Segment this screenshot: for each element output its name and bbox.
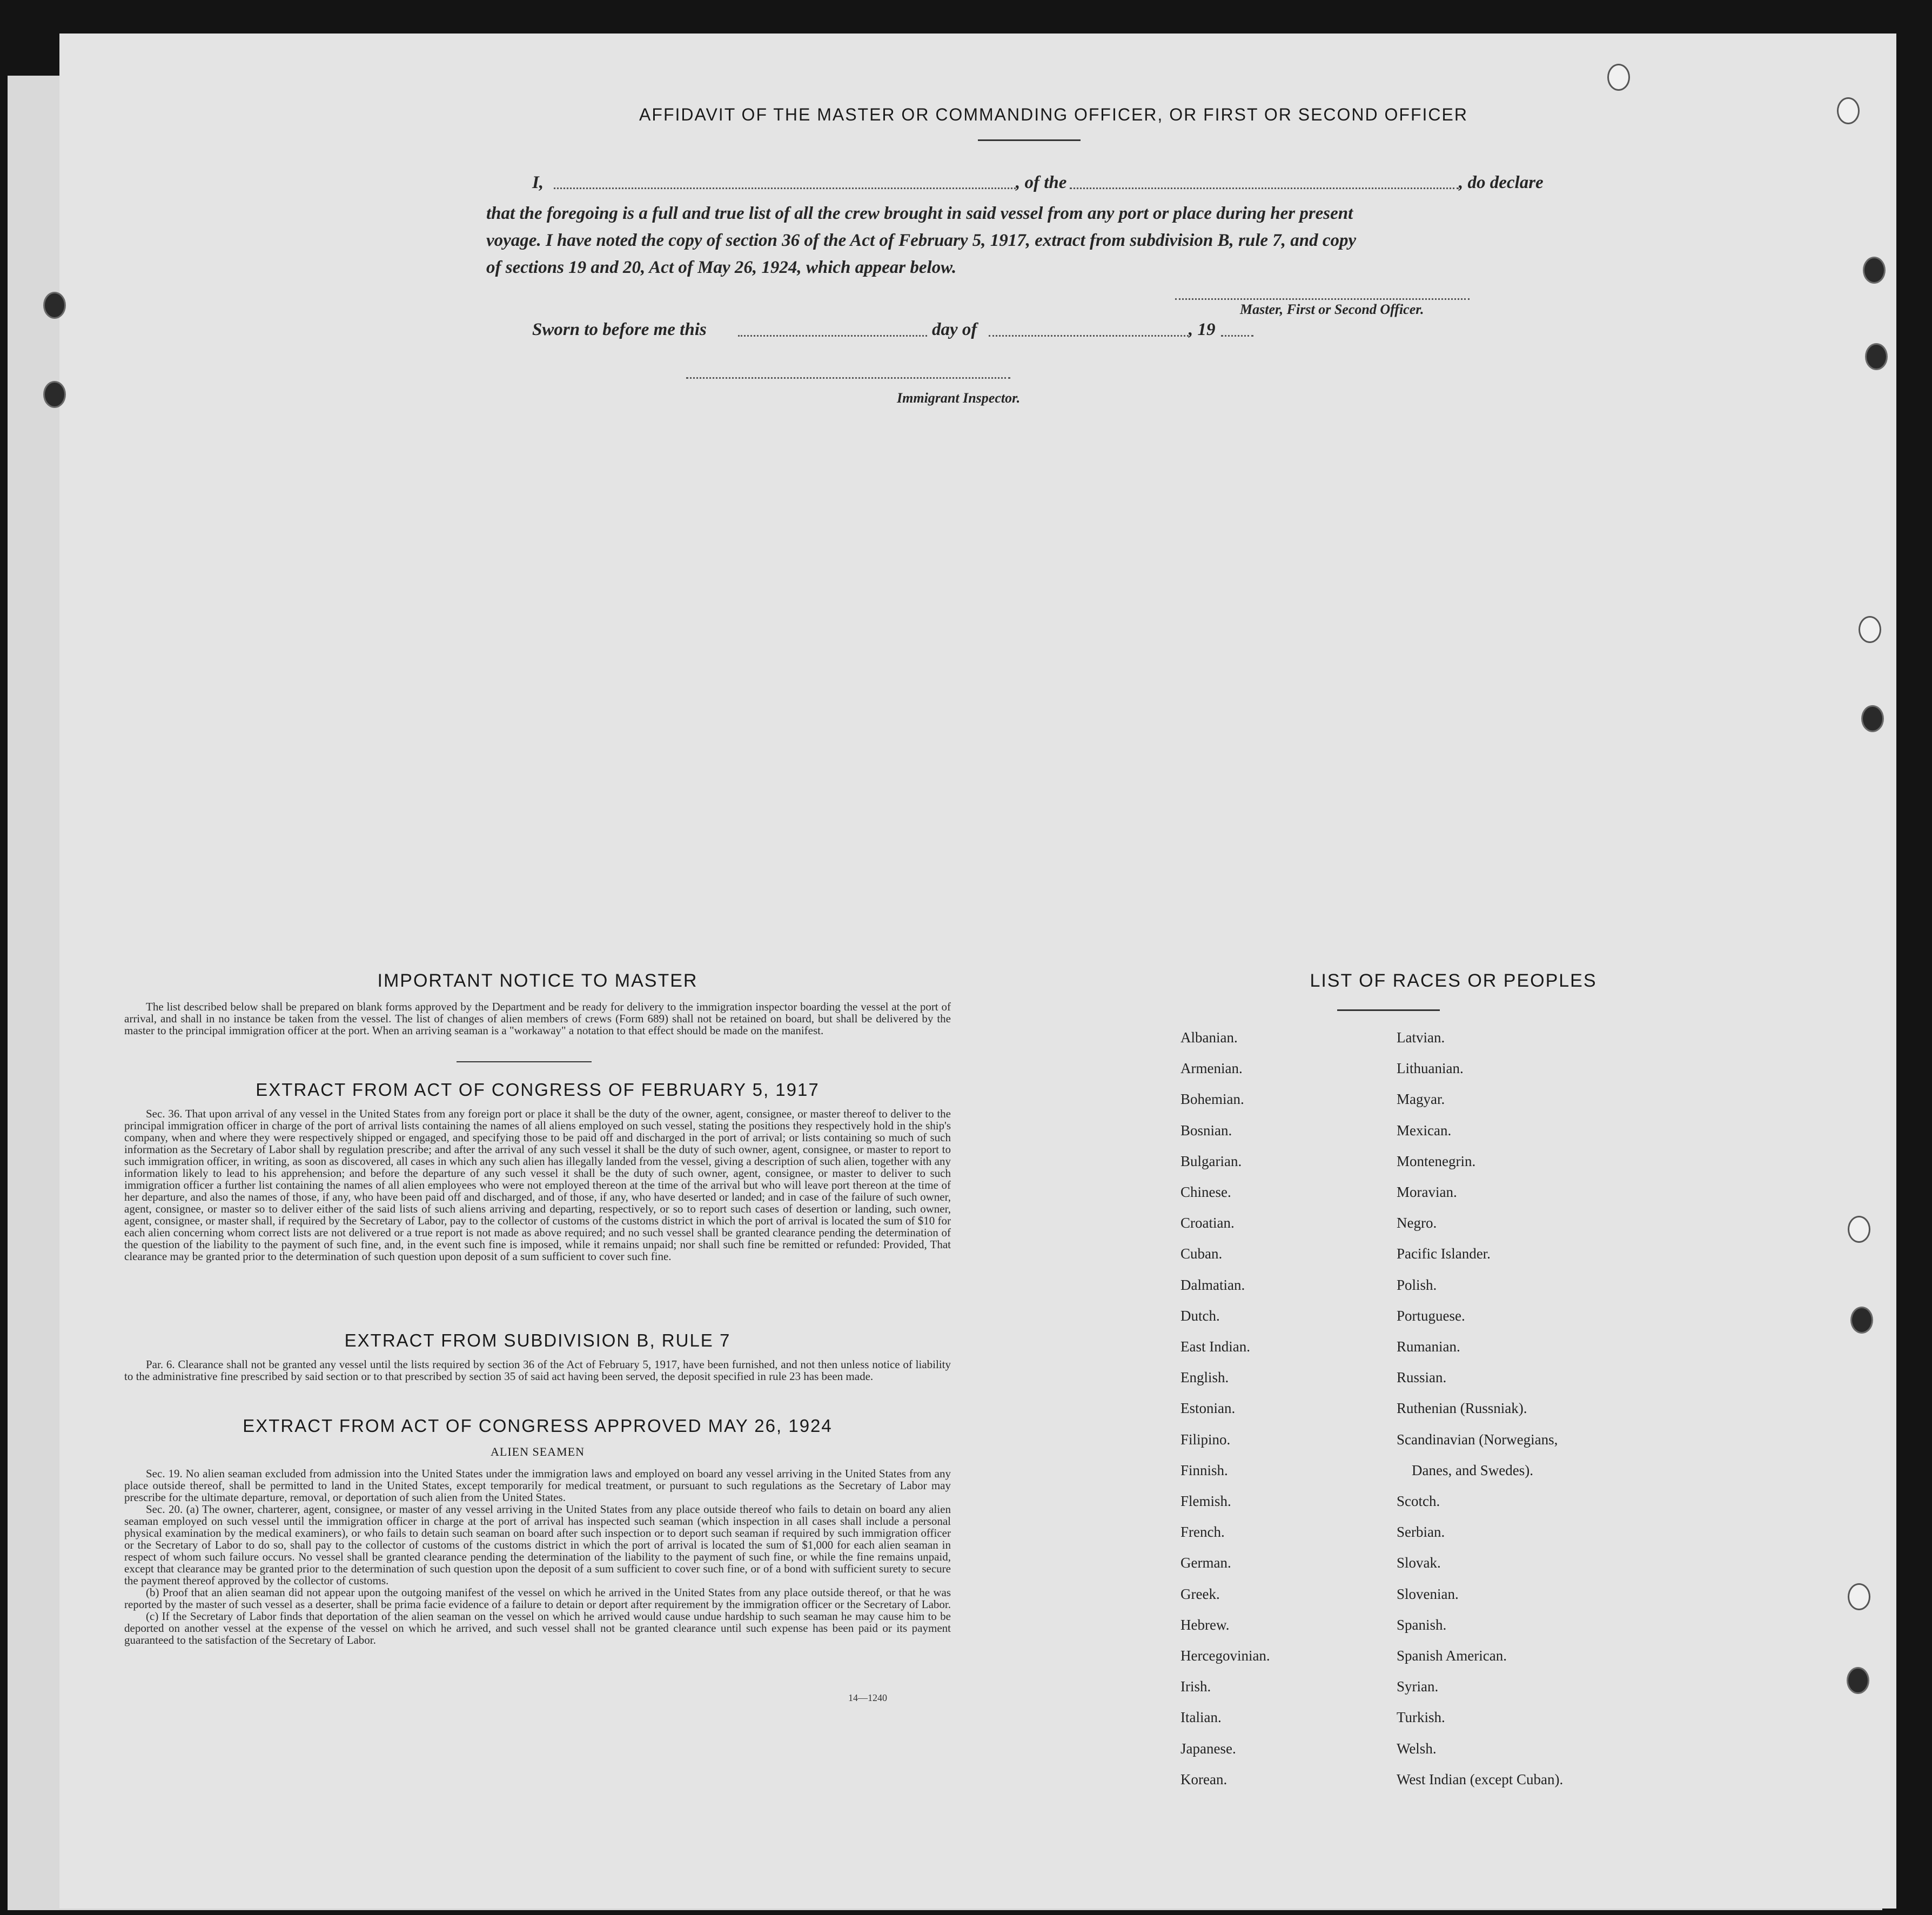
section-36-paragraph: Sec. 36. That upon arrival of any vessel in the United States from any foreign port or place it shall be the duty of the owner, agent, consignee, or master thereof to deliver to the principal immigration officer in charge of the port of arrival lists containing the names of all aliens employed on such vessel, stating the positions they respectively hold in the ship's company, when and where they were respectively shipped or engaged, and specifying those to be paid off and discharged in the port of arrival; or lists containing so much of such information as the Secretary of Labor shall by regulation prescribe; and after the arrival of any such vessel it shall be the duty of such owner, agent, consignee, or master to report to such immigration officer, in writing, as soon as discovered, all cases in which any such alien has illegally landed from the vessel, giving a description of such alien, together with any information likely to lead to his apprehension; and before the departure of any such vessel it shall be the duty of such owner, agent, consignee, or master to deliver to such immigration officer a further list containing the names of all alien employees who were not employed thereon at the time of the arrival but who will leave port thereon at the time of her departure, and also the names of those, if any, who have been paid off and discharged, and of those, if any, who have deserted or landed; and in case of the failure of such owner, agent, consignee, or master so to deliver either of the said lists of such aliens arriving and departing, respectively, or so to report such cases of desertion or landing, such owner, agent, consignee, or master shall, if required by the Secretary of Labor, pay to the collector of customs of the customs district in which the port of arrival is located the sum of $10 for each alien concerning whom correct lists are not delivered or a true report is not made as above required; and no such vessel shall be granted clearance pending the determination of the question of the liability to the payment of such fine, and, in the event such fine is imposed, while it remains unpaid; nor shall such fine be remitted or refunded: Provided, That clearance may be granted prior to the determination of such question upon deposit of a sum sufficient to cover such fine. bbox=[124, 1107, 951, 1263]
extract-1917-body bbox=[124, 1108, 951, 1262]
race-item: Montenegrin. bbox=[1397, 1153, 1476, 1169]
race-item: Slovak. bbox=[1397, 1555, 1441, 1571]
race-item: Bosnian. bbox=[1180, 1122, 1232, 1139]
affidavit-title-rule bbox=[978, 139, 1081, 141]
punch-hole bbox=[43, 292, 66, 319]
race-item: Syrian. bbox=[1397, 1678, 1439, 1695]
race-item: Ruthenian (Russniak). bbox=[1397, 1400, 1527, 1417]
punch-hole bbox=[1861, 705, 1884, 732]
punch-hole bbox=[1847, 1667, 1869, 1694]
rule-7-body bbox=[124, 1358, 951, 1382]
race-item: Scotch. bbox=[1397, 1493, 1440, 1510]
par-6-paragraph: Par. 6. Clearance shall not be granted any vessel until the lists required by section 36 of the Act of February 5, 1917, have been furnished, and not then unless notice of liability to the administrative fine prescribed by said section or to that prescribed by section 35 of said act having been served, the deposit specified in rule 23 has been made. bbox=[124, 1358, 951, 1383]
race-item: French. bbox=[1180, 1524, 1225, 1541]
race-item: Estonian. bbox=[1180, 1400, 1236, 1417]
race-item: Hercegovinian. bbox=[1180, 1648, 1270, 1664]
races-title-rule bbox=[1337, 1009, 1440, 1011]
race-item: Latvian. bbox=[1397, 1029, 1445, 1046]
race-item: Spanish. bbox=[1397, 1616, 1447, 1633]
race-item: Italian. bbox=[1180, 1709, 1222, 1726]
master-signature-line bbox=[1175, 298, 1470, 300]
inspector-signature-line bbox=[686, 377, 1010, 379]
extract-1924-body bbox=[124, 1468, 951, 1646]
affidavit-title: AFFIDAVIT OF THE MASTER OR COMMANDING OFFICER, OR FIRST OR SECOND OFFICER bbox=[639, 105, 1468, 124]
race-item: Turkish. bbox=[1397, 1709, 1445, 1726]
affidavit-line-3: voyage. I have noted the copy of section 36 of the Act of February 5, 1917, extract from subdivision B, rule 7, and copy bbox=[486, 231, 1357, 250]
year-label: , 19 bbox=[1189, 320, 1216, 339]
race-item: Slovenian. bbox=[1397, 1585, 1459, 1602]
race-item: Negro. bbox=[1397, 1215, 1437, 1231]
race-item: Pacific Islander. bbox=[1397, 1246, 1491, 1262]
race-item: Greek. bbox=[1180, 1585, 1220, 1602]
race-item: Albanian. bbox=[1180, 1029, 1238, 1046]
races-left-column bbox=[1180, 1022, 1270, 1795]
inspector-label: Immigrant Inspector. bbox=[897, 390, 1021, 406]
race-item: Danes, and Swedes). bbox=[1412, 1462, 1533, 1478]
race-item: Cuban. bbox=[1180, 1246, 1223, 1262]
punch-hole bbox=[1863, 257, 1886, 284]
races-title: LIST OF RACES OR PEOPLES bbox=[1310, 970, 1597, 991]
section-20b-paragraph: (b) Proof that an alien seaman did not appear upon the outgoing manifest of the vessel on which he arrived in the United States from any place outside thereof, or that he was reported by the master of such vessel as a deserter, shall be prima facie evidence of a failure to detain or deport after requirement by the immigration officer or the Secretary of Labor. bbox=[124, 1586, 951, 1611]
race-item: Lithuanian. bbox=[1397, 1060, 1464, 1077]
section-20a-paragraph: Sec. 20. (a) The owner, charterer, agent, consignee, or master of any vessel arriving in the United States from any place outside thereof who fails to detain on board any alien seaman employed on such vessel until the immigration officer in charge at the port of arrival has inspected such seaman (which inspection in all cases shall include a personal physical examination by the medical examiners), or who fails to detain such seaman on board after such inspection or to deport such seaman if required by such immigration officer or the Secretary of Labor to do so, shall pay to the collector of customs of the customs district in which the port of arrival is located the sum of $1,000 for each alien seaman in respect of whom such failure occurs. No vessel shall be granted clearance pending the determination of the liability to the payment of such fine, or while the fine remains unpaid, except that clearance may be granted prior to the determination of such question upon the deposit of a sum sufficient to cover such fine, or of a bond with sufficient surety to secure the payment thereof approved by the collector of customs. bbox=[124, 1503, 951, 1587]
race-item: Irish. bbox=[1180, 1678, 1211, 1695]
month-blank bbox=[989, 335, 1189, 337]
race-item: West Indian (except Cuban). bbox=[1397, 1771, 1564, 1787]
race-item: Serbian. bbox=[1397, 1524, 1445, 1541]
affidavit-i: I, bbox=[532, 173, 544, 192]
race-item: Moravian. bbox=[1397, 1184, 1457, 1201]
notice-body bbox=[124, 1001, 951, 1036]
races-right-column bbox=[1397, 1022, 1563, 1795]
race-item: Armenian. bbox=[1180, 1060, 1243, 1077]
vessel-blank bbox=[1070, 188, 1459, 189]
day-of-label: day of bbox=[932, 320, 977, 339]
affidavit-do-declare: , do declare bbox=[1459, 173, 1544, 192]
notice-title: IMPORTANT NOTICE TO MASTER bbox=[377, 970, 698, 991]
affidavit-line-2: that the foregoing is a full and true list of all the crew brought in said vessel from any port or place during her present bbox=[486, 204, 1353, 223]
sworn-day-blank bbox=[738, 335, 927, 337]
race-item: Magyar. bbox=[1397, 1091, 1445, 1108]
form-number: 14—1240 bbox=[848, 1692, 887, 1703]
race-item: Filipino. bbox=[1180, 1431, 1231, 1448]
race-item: Rumanian. bbox=[1397, 1338, 1460, 1355]
name-blank bbox=[554, 188, 1016, 189]
extract-1917-title: EXTRACT FROM ACT OF CONGRESS OF FEBRUARY 5, 1917 bbox=[256, 1080, 820, 1100]
race-item: Dalmatian. bbox=[1180, 1276, 1245, 1293]
race-item: Croatian. bbox=[1180, 1215, 1235, 1231]
affidavit-text bbox=[486, 200, 1572, 281]
race-item: Spanish American. bbox=[1397, 1648, 1507, 1664]
punch-hole bbox=[43, 381, 66, 408]
rule-7-title: EXTRACT FROM SUBDIVISION B, RULE 7 bbox=[344, 1330, 731, 1350]
race-item: Japanese. bbox=[1180, 1740, 1236, 1757]
race-item: English. bbox=[1180, 1369, 1229, 1386]
punch-hole bbox=[1865, 343, 1888, 370]
race-item: Polish. bbox=[1397, 1276, 1437, 1293]
affidavit-of-the: , of the bbox=[1016, 173, 1067, 192]
race-item: Flemish. bbox=[1180, 1493, 1231, 1510]
race-item: Russian. bbox=[1397, 1369, 1447, 1386]
punch-hole bbox=[1848, 1216, 1870, 1243]
notice-rule bbox=[457, 1061, 592, 1062]
master-signature-label: Master, First or Second Officer. bbox=[1240, 302, 1424, 317]
race-item: Bulgarian. bbox=[1180, 1153, 1242, 1169]
race-item: Dutch. bbox=[1180, 1307, 1220, 1324]
race-item: East Indian. bbox=[1180, 1338, 1250, 1355]
race-item: Mexican. bbox=[1397, 1122, 1452, 1139]
race-item: Bohemian. bbox=[1180, 1091, 1244, 1108]
section-19-paragraph: Sec. 19. No alien seaman excluded from admission into the United States under the immigration laws and employed on board any vessel arriving in the United States from any place outside thereof, shall be permitted to land in the United States, except temporarily for medical treatment, or pursuant to such regulations as the Secretary of Labor may prescribe for the ultimate departure, removal, or deportation of such alien from the United States. bbox=[124, 1467, 951, 1504]
race-item: Scandinavian (Norwegians, bbox=[1397, 1431, 1558, 1448]
section-20c-paragraph: (c) If the Secretary of Labor finds that deportation of the alien seaman on the vessel on which he arrived would cause undue hardship to such seaman he may cause him to be deported on another vessel at the expense of the vessel on which he arrived, and such vessel shall not be granted clearance until such expense has been paid or its payment guaranteed to the satisfaction of the Secretary of Labor. bbox=[124, 1610, 951, 1646]
race-item: Portuguese. bbox=[1397, 1307, 1465, 1324]
year-blank bbox=[1221, 335, 1253, 337]
alien-seamen-subtitle: ALIEN SEAMEN bbox=[491, 1445, 585, 1458]
affidavit-line-4: of sections 19 and 20, Act of May 26, 1924, which appear below. bbox=[486, 258, 957, 277]
document-page bbox=[59, 34, 1896, 1909]
race-item: Welsh. bbox=[1397, 1740, 1437, 1757]
punch-hole bbox=[1859, 616, 1881, 643]
race-item: Hebrew. bbox=[1180, 1616, 1230, 1633]
sworn-label: Sworn to before me this bbox=[532, 320, 707, 339]
race-item: Chinese. bbox=[1180, 1184, 1231, 1201]
punch-hole bbox=[1848, 1583, 1870, 1610]
punch-hole bbox=[1837, 97, 1860, 124]
notice-paragraph: The list described below shall be prepared on blank forms approved by the Department and be ready for delivery to the immigration inspector boarding the vessel at the port of arrival, and shall in no instance be taken from the vessel. The list of changes of alien members of crews (Form 689) shall not be retained on board, but shall be delivered by the master to the principal immigration officer at the port. When an arriving seaman is a "workaway" a notation to that effect should be made on the manifest. bbox=[124, 1000, 951, 1037]
punch-hole bbox=[1850, 1307, 1873, 1334]
race-item: Korean. bbox=[1180, 1771, 1227, 1787]
race-item: German. bbox=[1180, 1555, 1231, 1571]
punch-hole bbox=[1607, 64, 1630, 91]
race-item: Finnish. bbox=[1180, 1462, 1228, 1478]
extract-1924-title: EXTRACT FROM ACT OF CONGRESS APPROVED MAY 26, 1924 bbox=[243, 1416, 833, 1436]
